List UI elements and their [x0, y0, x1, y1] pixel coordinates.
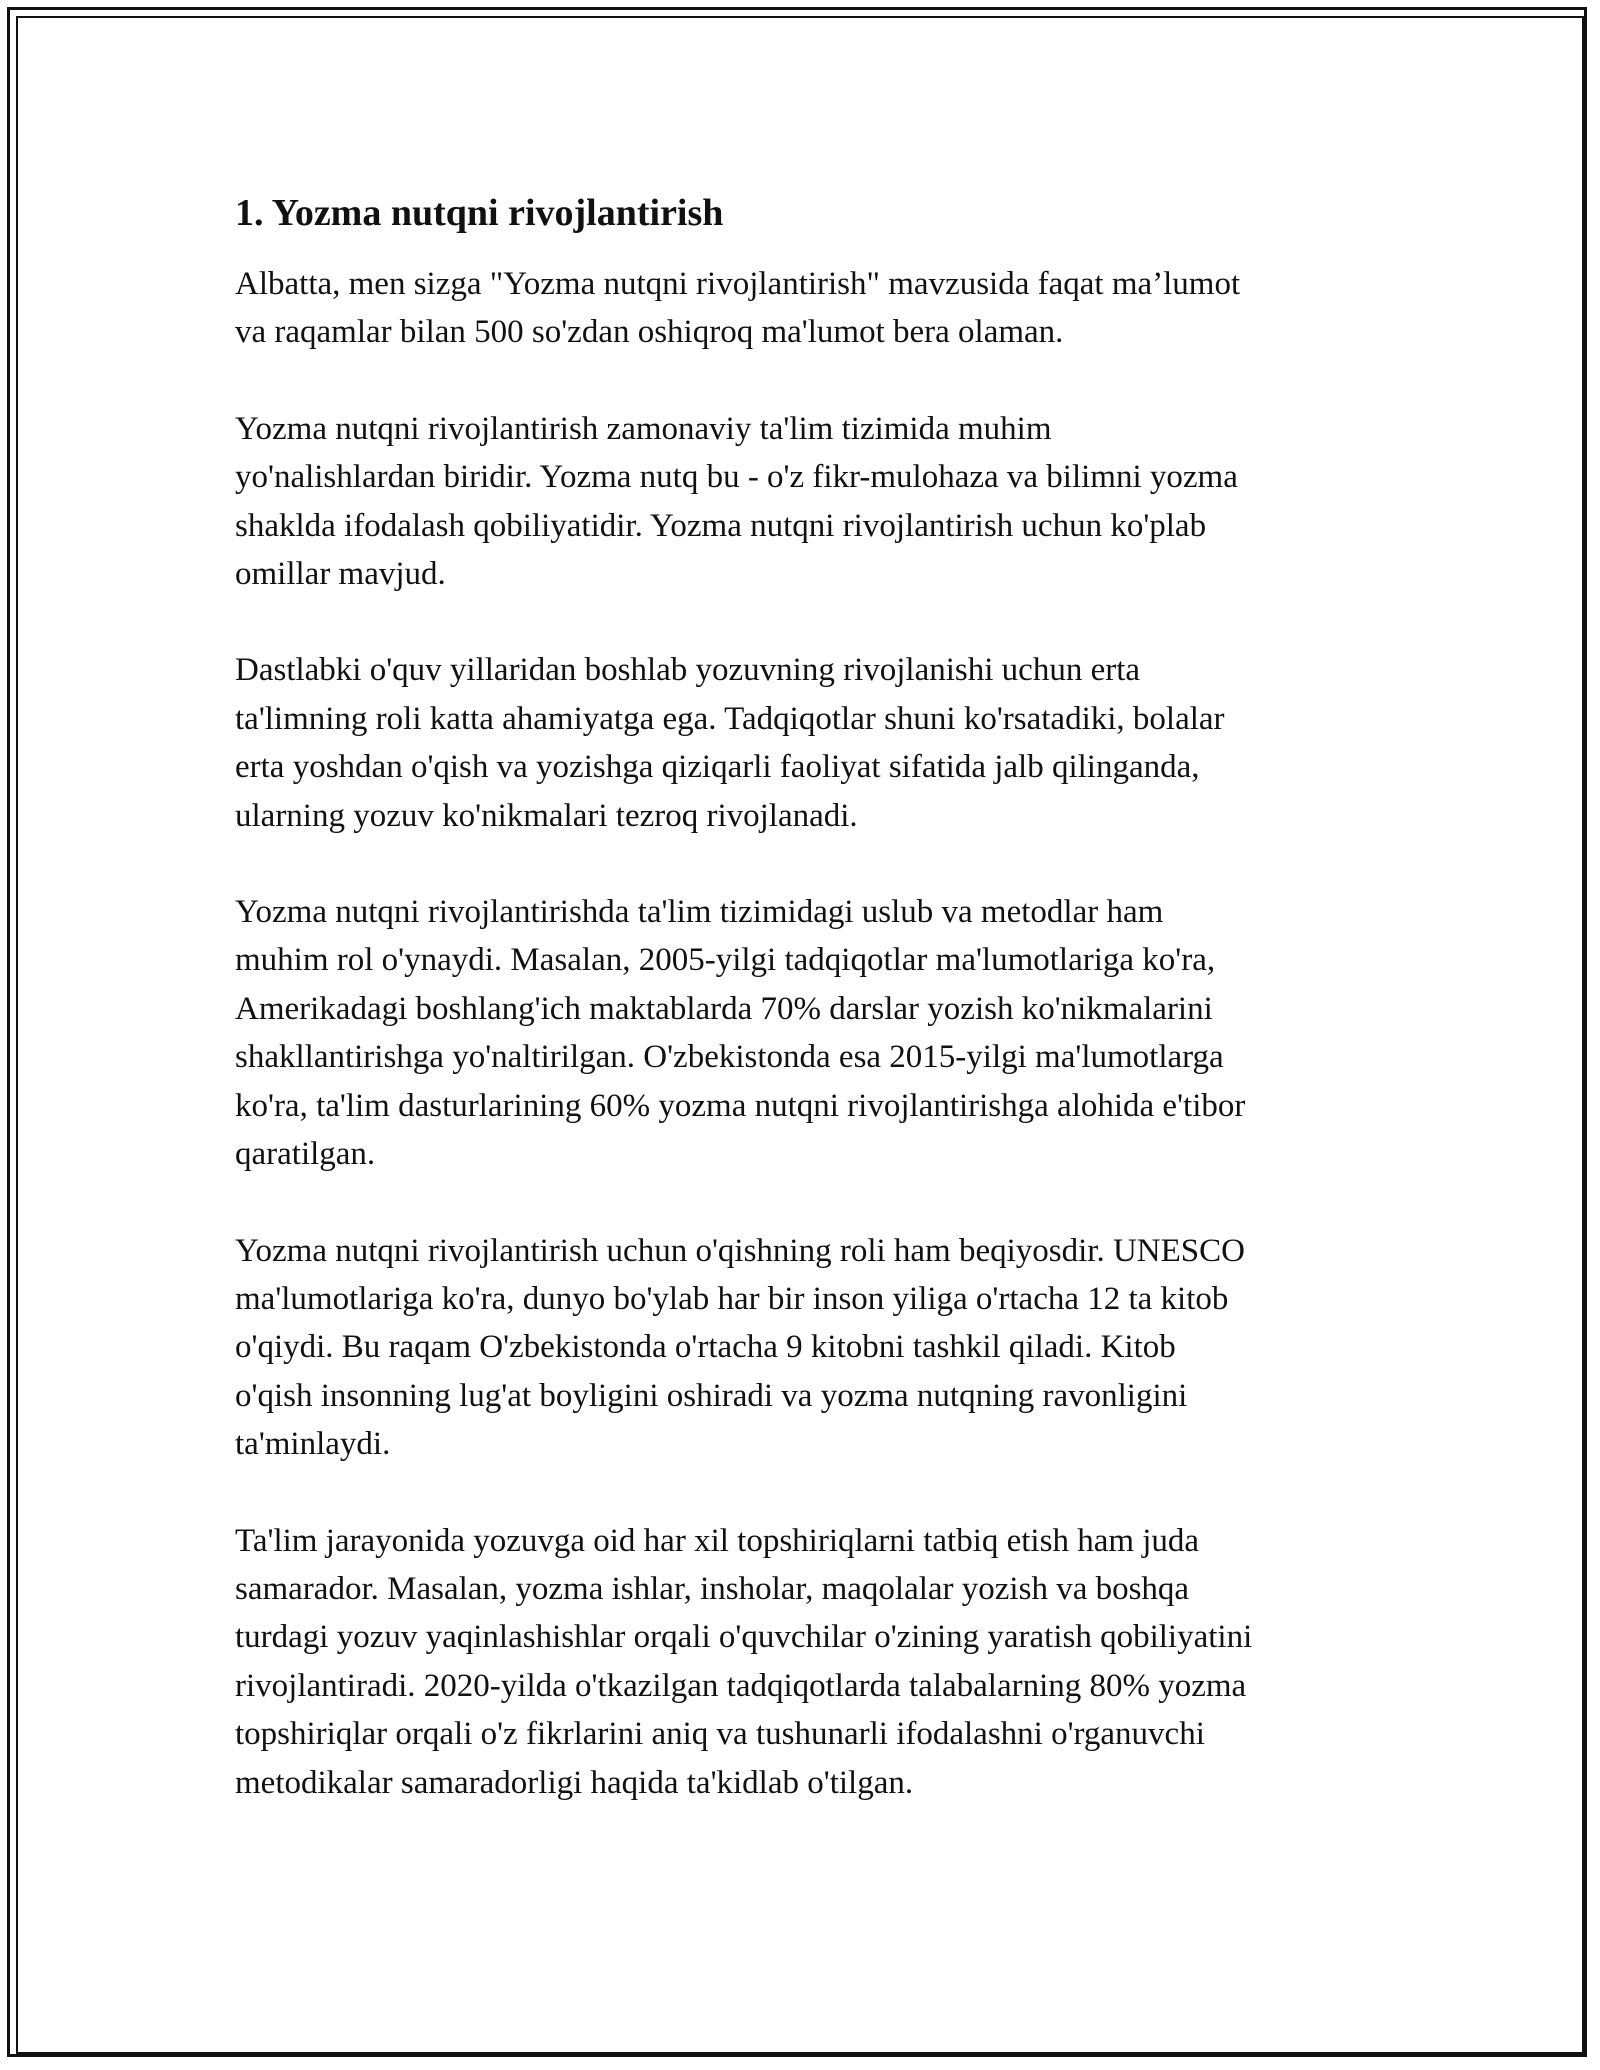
- page-title: 1. Yozma nutqni rivojlantirish: [235, 192, 724, 234]
- paragraph-intro: [235, 260, 1375, 357]
- text-line: o'qiydi. Bu raqam O'zbekistonda o'rtacha 9 kitobni tashkil qiladi. Kitob: [235, 1329, 1176, 1366]
- text-line: Ta'lim jarayonida yozuvga oid har xil topshiriqlarni tatbiq etish ham juda: [235, 1522, 1200, 1559]
- text-line: shakllantirishga yo'naltirilgan. O'zbekistonda esa 2015-yilgi ma'lumotlarga: [235, 1039, 1224, 1076]
- text-line: Amerikadagi boshlang'ich maktablarda 70% darslar yozish ko'nikmalarini: [235, 990, 1213, 1027]
- paragraph-assignments: [235, 1517, 1375, 1807]
- text-line: shaklda ifodalash qobiliyatidir. Yozma nutqni rivojlantirish uchun ko'plab: [235, 507, 1207, 544]
- text-line: rivojlantiradi. 2020-yilda o'tkazilgan tadqiqotlarda talabalarning 80% yozma: [235, 1667, 1247, 1704]
- text-line: Yozma nutqni rivojlantirish zamonaviy ta'lim tizimida muhim: [235, 410, 1052, 447]
- text-line: samarador. Masalan, yozma ishlar, insholar, maqolalar yozish va boshqa: [235, 1570, 1190, 1607]
- paragraph-methods: [235, 888, 1375, 1178]
- text-line: omillar mavjud.: [235, 556, 446, 593]
- text-line: ularning yozuv ko'nikmalari tezroq rivojlanadi.: [235, 797, 858, 834]
- text-line: ma'lumotlariga ko'ra, dunyo bo'ylab har bir inson yiliga o'rtacha 12 ta kitob: [235, 1280, 1229, 1317]
- text-line: turdagi yozuv yaqinlashishlar orqali o'quvchilar o'zining yaratish qobiliyatini: [235, 1619, 1253, 1656]
- document-body: [235, 188, 1375, 1855]
- text-line: ta'limning roli katta ahamiyatga ega. Tadqiqotlar shuni ko'rsatadiki, bolalar: [235, 700, 1225, 737]
- text-line: Yozma nutqni rivojlantirish uchun o'qishning roli ham beqiyosdir. UNESCO: [235, 1232, 1245, 1269]
- text-line: qaratilgan.: [235, 1136, 376, 1173]
- text-line: o'qish insonning lug'at boyligini oshiradi va yozma nutqning ravonligini: [235, 1377, 1188, 1414]
- text-line: yo'nalishlardan biridir. Yozma nutq bu - o'z fikr-mulohaza va bilimni yozma: [235, 459, 1238, 496]
- paragraph-reading: [235, 1227, 1375, 1469]
- text-line: Yozma nutqni rivojlantirishda ta'lim tizimidagi uslub va metodlar ham: [235, 894, 1164, 931]
- text-line: ko'ra, ta'lim dasturlarining 60% yozma nutqni rivojlantirishga alohida e'tibor: [235, 1087, 1246, 1124]
- text-line: erta yoshdan o'qish va yozishga qiziqarli faoliyat sifatida jalb qilinganda,: [235, 749, 1200, 786]
- text-line: Dastlabki o'quv yillaridan boshlab yozuvning rivojlanishi uchun erta: [235, 652, 1141, 689]
- text-line: topshiriqlar orqali o'z fikrlarini aniq va tushunarli ifodalashni o'rganuvchi: [235, 1716, 1205, 1753]
- text-line: ta'minlaydi.: [235, 1426, 391, 1463]
- paragraph-early-education: [235, 646, 1375, 840]
- text-line: va raqamlar bilan 500 so'zdan oshiqroq ma'lumot bera olaman.: [235, 314, 1064, 351]
- text-line: metodikalar samaradorligi haqida ta'kidlab o'tilgan.: [235, 1764, 914, 1801]
- text-line: Albatta, men sizga "Yozma nutqni rivojlantirish" mavzusida faqat ma’lumot: [235, 266, 1241, 302]
- paragraph-definition: [235, 405, 1375, 599]
- text-line: muhim rol o'ynaydi. Masalan, 2005-yilgi tadqiqotlar ma'lumotlariga ko'ra,: [235, 942, 1216, 979]
